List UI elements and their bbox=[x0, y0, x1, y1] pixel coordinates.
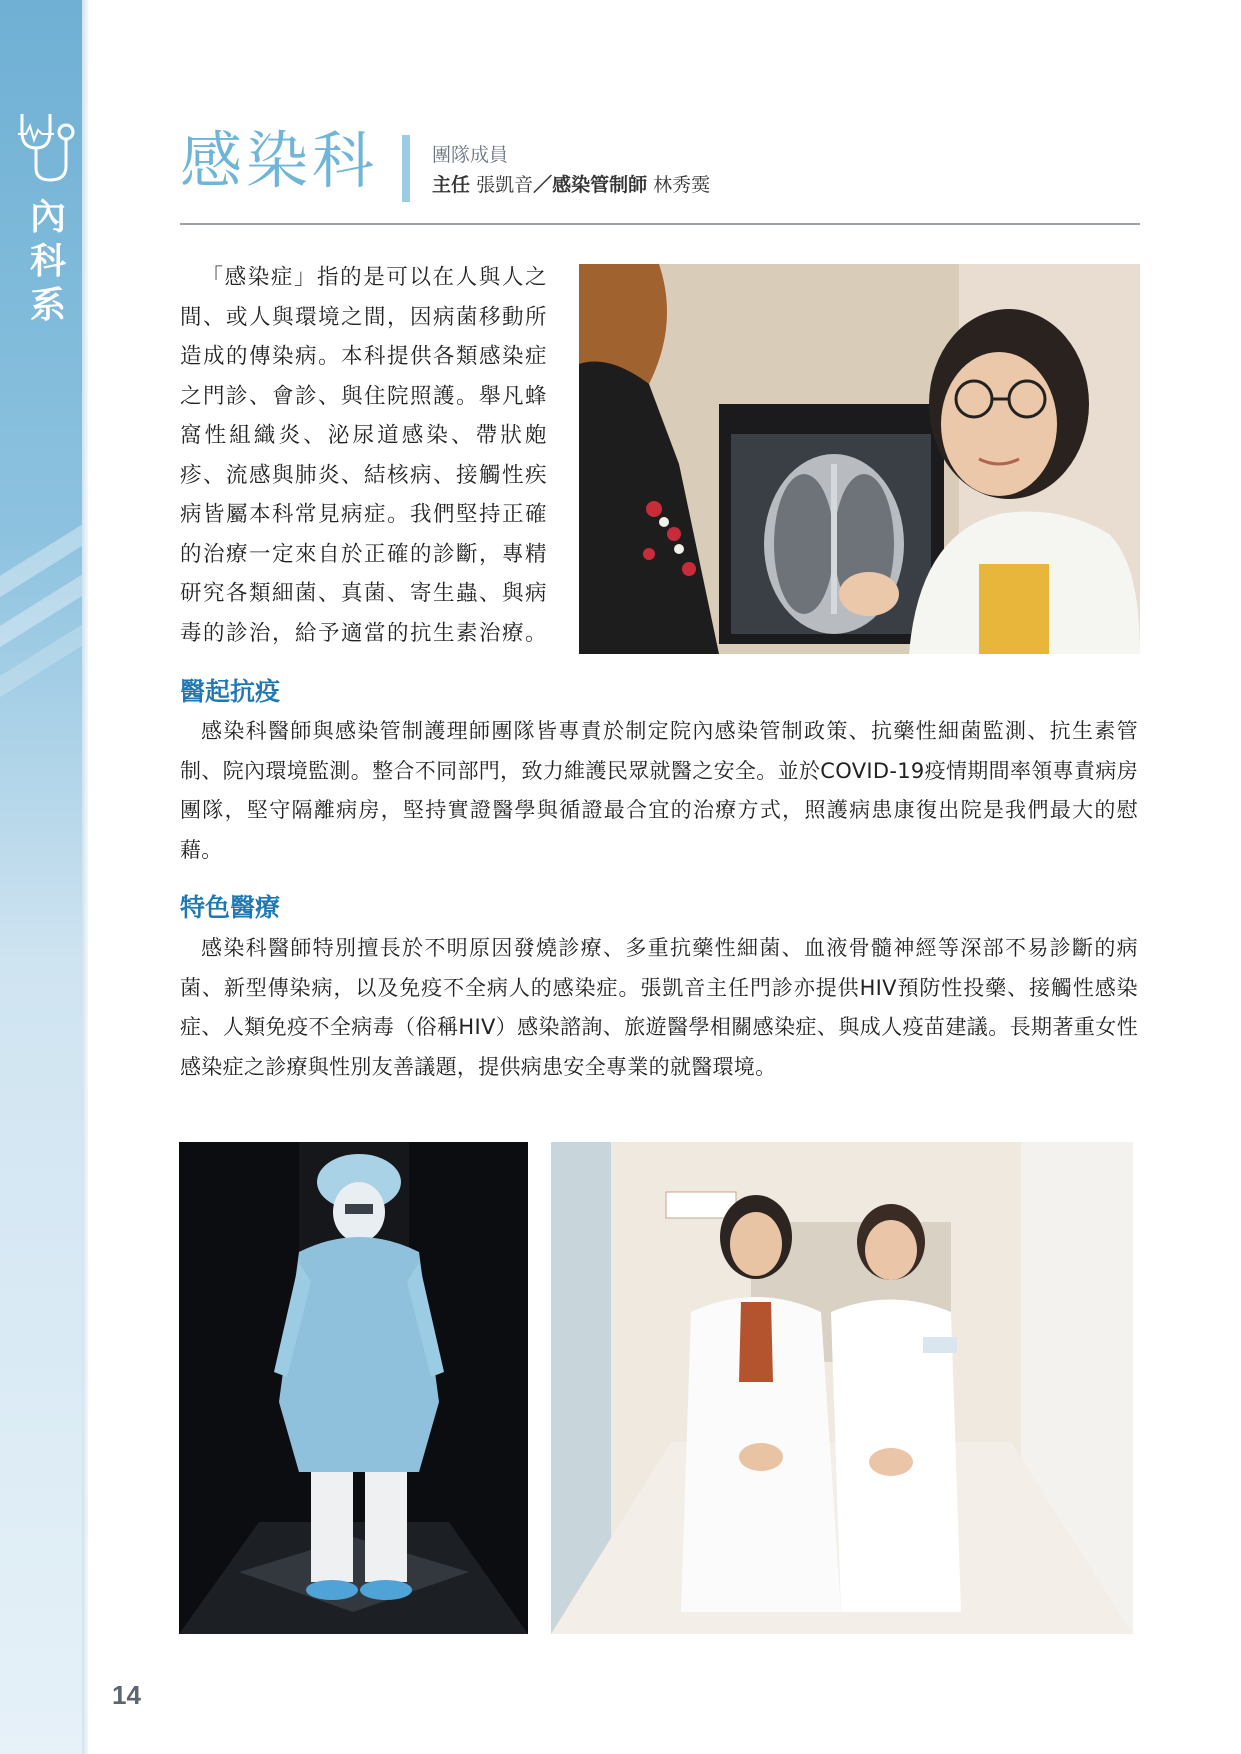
nurse-role: 感染管制師 bbox=[552, 174, 648, 196]
title-divider bbox=[402, 135, 410, 202]
photo-team-corridor bbox=[551, 1142, 1133, 1634]
nurse-name: 林秀霙 bbox=[653, 174, 711, 196]
sidebar bbox=[0, 0, 88, 1754]
department-char: 內 bbox=[29, 197, 66, 238]
section-text bbox=[180, 929, 1138, 1087]
department-char: 系 bbox=[29, 285, 66, 326]
page-number: 14 bbox=[112, 1680, 141, 1710]
team-label: 團隊成員 bbox=[432, 144, 509, 166]
intro-text bbox=[180, 258, 548, 653]
department-label bbox=[28, 196, 68, 328]
section-paragraph: 感染科醫師與感染管制護理師團隊皆專責於制定院內感染管制政策、抗藥性細菌監測、抗生素管制、院內環境監測。整合不同部門，致力維護民眾就醫之安全。並於COVID-19疫情期間率領專責病房團隊，堅守隔離病房，堅持實證醫學與循證最合宜的治療方式，照護病患康復出院是我們最大的慰藉。 bbox=[180, 719, 1138, 862]
team-members bbox=[432, 170, 710, 197]
department-char: 科 bbox=[29, 241, 66, 282]
section-paragraph: 感染科醫師特別擅長於不明原因發燒診療、多重抗藥性細菌、血液骨髓神經等深部不易診斷的病菌、新型傳染病，以及免疫不全病人的感染症。張凱音主任門診亦提供HIV預防性投藥、接觸性感染症、人類免疫不全病毒（俗稱HIV）感染諮詢、旅遊醫學相關感染症、與成人疫苗建議。長期著重女性感染症之診療與性別友善議題，提供病患安全專業的就醫環境。 bbox=[180, 936, 1138, 1079]
photo-doctor-xray bbox=[579, 264, 1140, 654]
intro-paragraph: 「感染症」指的是可以在人與人之間、或人與環境之間，因病菌移動所造成的傳染病。本科提供各類感染症之門診、會診、與住院照護。舉凡蜂窩性組織炎、泌尿道感染、帶狀皰疹、流感與肺炎、結核病、接觸性疾病皆屬本科常見病症。我們堅持正確的治療一定來自於正確的診斷，專精研究各類細菌、真菌、寄生蟲、與病毒的診治，給予適當的抗生素治療。 bbox=[180, 265, 549, 646]
header-rule bbox=[180, 223, 1140, 225]
name-separator: ／ bbox=[533, 174, 553, 196]
director-name: 張凱音 bbox=[476, 174, 534, 196]
stethoscope-icon bbox=[16, 110, 80, 190]
director-role: 主任 bbox=[432, 174, 471, 196]
page-title: 感染科 bbox=[180, 124, 379, 197]
section-heading: 醫起抗疫 bbox=[180, 677, 281, 706]
photo-protective-suit bbox=[179, 1142, 528, 1634]
section-text bbox=[180, 712, 1138, 870]
section-heading: 特色醫療 bbox=[180, 893, 281, 922]
sidebar-edge bbox=[82, 0, 88, 1754]
